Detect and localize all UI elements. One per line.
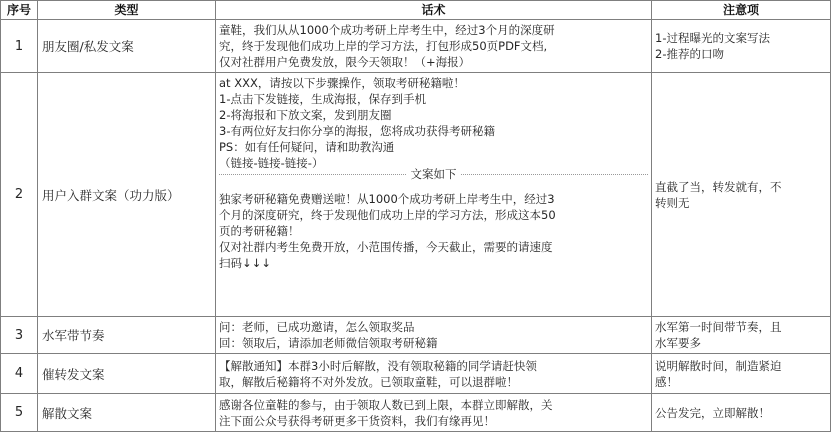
script-line: 问：老师，已成功邀请，怎么领取奖品 (219, 320, 415, 334)
row-script (216, 73, 652, 317)
row-type: 水军带节奏 (38, 317, 216, 354)
row-type: 朋友圈/私发文案 (38, 20, 216, 73)
script-line: 仅对社群内考生免费开放，小范围传播，今天截止，需要的请速度 (219, 240, 553, 254)
table-row (1, 73, 831, 317)
note-line: 感！ (655, 374, 678, 389)
table-row (1, 354, 831, 394)
script-line: 【解散通知】本群3小时后解散，没有领取秘籍的同学请赶快领 (219, 358, 537, 373)
script-line: 独家考研秘籍免费赠送啦！从1000个成功考研上岸考生中，经过3 (219, 192, 555, 206)
row-notes (652, 394, 831, 432)
script-line: 扫码↓↓↓ (219, 256, 271, 270)
script-line: 页的考研秘籍！ (219, 224, 300, 238)
script-line: 1-点击下发链接，生成海报，保存到手机 (219, 92, 426, 106)
script-line: 注下面公众号获得考研更多干货资料，我们有缘再见！ (219, 413, 495, 428)
header-no: 序号 (1, 1, 38, 20)
row-number: 2 (1, 73, 38, 317)
script-line: at XXX，请按以下步骤操作，领取考研秘籍啦！ (219, 76, 465, 90)
row-script (216, 354, 652, 394)
header-notes: 注意项 (652, 1, 831, 20)
script-line: PS：如有任何疑问，请和助教沟通 (219, 140, 395, 154)
row-notes (652, 20, 831, 73)
script-line: 个月的深度研究，终于发现他们成功上岸的学习方法，形成这本50 (219, 208, 556, 222)
row-script (216, 394, 652, 432)
note-line: 水军要多 (655, 336, 701, 350)
row-number: 3 (1, 317, 38, 354)
row-type: 解散文案 (38, 394, 216, 432)
divider (219, 167, 648, 191)
row-script (216, 20, 652, 73)
note-line: 转则无 (655, 195, 690, 210)
script-line: 仅对社群用户免费发放，限今天领取！（+海报） (219, 55, 471, 69)
row-number: 1 (1, 20, 38, 73)
table-row (1, 317, 831, 354)
table-row (1, 20, 831, 73)
row-notes (652, 73, 831, 317)
script-line: 2-将海报和下放文案，发到朋友圈 (219, 108, 392, 122)
row-type: 催转发文案 (38, 354, 216, 394)
note-line: 直截了当，转发就有，不 (655, 179, 782, 194)
row-number: 4 (1, 354, 38, 394)
script-line: （链接-链接-链接-） (219, 156, 324, 170)
note-line: 2-推荐的口吻 (655, 47, 724, 61)
note-line: 公告发完，立即解散！ (655, 405, 770, 420)
note-line: 说明解散时间，制造紧迫 (655, 358, 782, 373)
script-line: 感谢各位童鞋的参与，由于领取人数已到上限，本群立即解散，关 (219, 397, 553, 412)
row-type: 用户入群文案（功力版） (38, 73, 216, 317)
script-line: 3-有两位好友扫你分享的海报，您将成功获得考研秘籍 (219, 124, 495, 138)
script-line: 究，终于发现他们成功上岸的学习方法，打包形成50页PDF文档, (219, 39, 548, 53)
row-notes (652, 354, 831, 394)
header-type: 类型 (38, 1, 216, 20)
row-notes (652, 317, 831, 354)
header-row (1, 1, 831, 20)
note-line: 1-过程曝光的文案写法 (655, 31, 770, 45)
script-line: 回：领取后，请添加老师微信领取考研秘籍 (219, 336, 438, 350)
row-script (216, 317, 652, 354)
script-line: 童鞋，我们从从1000个成功考研上岸考生中，经过3个月的深度研 (219, 23, 555, 37)
divider-label: 文案如下 (407, 167, 461, 181)
script-line: 取，解散后秘籍将不对外发放。已领取童鞋，可以退群啦！ (219, 374, 518, 389)
header-script: 话术 (216, 1, 652, 20)
table-row (1, 394, 831, 432)
note-line: 水军第一时间带节奏，且 (655, 320, 782, 334)
row-number: 5 (1, 394, 38, 432)
